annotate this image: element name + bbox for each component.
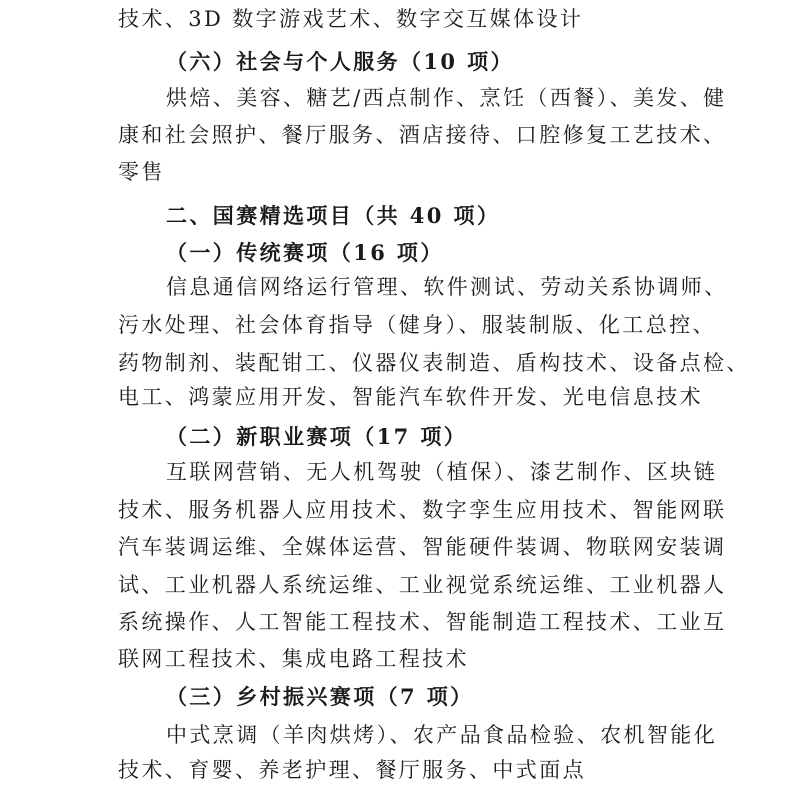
section-subheading: （六）社会与个人服务（10 项） bbox=[166, 49, 514, 74]
text-line: 药物制剂、装配钳工、仪器仪表制造、盾构技术、设备点检、 bbox=[118, 351, 750, 375]
text-line: 烘焙、美容、糖艺/西点制作、烹饪（西餐）、美发、健 bbox=[166, 86, 727, 110]
section-heading: 二、国赛精选项目（共 40 项） bbox=[166, 203, 501, 228]
section-subheading: （二）新职业赛项（17 项） bbox=[166, 424, 468, 449]
text-line: 系统操作、人工智能工程技术、智能制造工程技术、工业互 bbox=[118, 610, 727, 634]
text-line: 试、工业机器人系统运维、工业视觉系统运维、工业机器人 bbox=[118, 573, 727, 597]
text-line: 汽车装调运维、全媒体运营、智能硬件装调、物联网安装调 bbox=[118, 535, 727, 559]
text-line: 中式烹调（羊肉烘烤）、农产品食品检验、农机智能化 bbox=[166, 723, 718, 747]
text-line: 技术、育婴、养老护理、餐厅服务、中式面点 bbox=[118, 758, 586, 782]
text-line: 技术、3D 数字游戏艺术、数字交互媒体设计 bbox=[118, 7, 584, 31]
text-line: 联网工程技术、集成电路工程技术 bbox=[118, 647, 469, 671]
text-line: 零售 bbox=[118, 160, 165, 184]
text-line: 污水处理、社会体育指导（健身）、服装制版、化工总控、 bbox=[118, 313, 716, 337]
section-subheading: （三）乡村振兴赛项（7 项） bbox=[166, 684, 474, 709]
text-line: 康和社会照护、餐厅服务、酒店接待、口腔修复工艺技术、 bbox=[118, 123, 727, 147]
text-line: 技术、服务机器人应用技术、数字孪生应用技术、智能网联 bbox=[118, 498, 727, 522]
text-line: 互联网营销、无人机驾驶（植保）、漆艺制作、区块链 bbox=[166, 460, 718, 484]
section-subheading: （一）传统赛项（16 项） bbox=[166, 240, 444, 265]
text-line: 电工、鸿蒙应用开发、智能汽车软件开发、光电信息技术 bbox=[118, 385, 703, 409]
text-line: 信息通信网络运行管理、软件测试、劳动关系协调师、 bbox=[166, 275, 728, 299]
